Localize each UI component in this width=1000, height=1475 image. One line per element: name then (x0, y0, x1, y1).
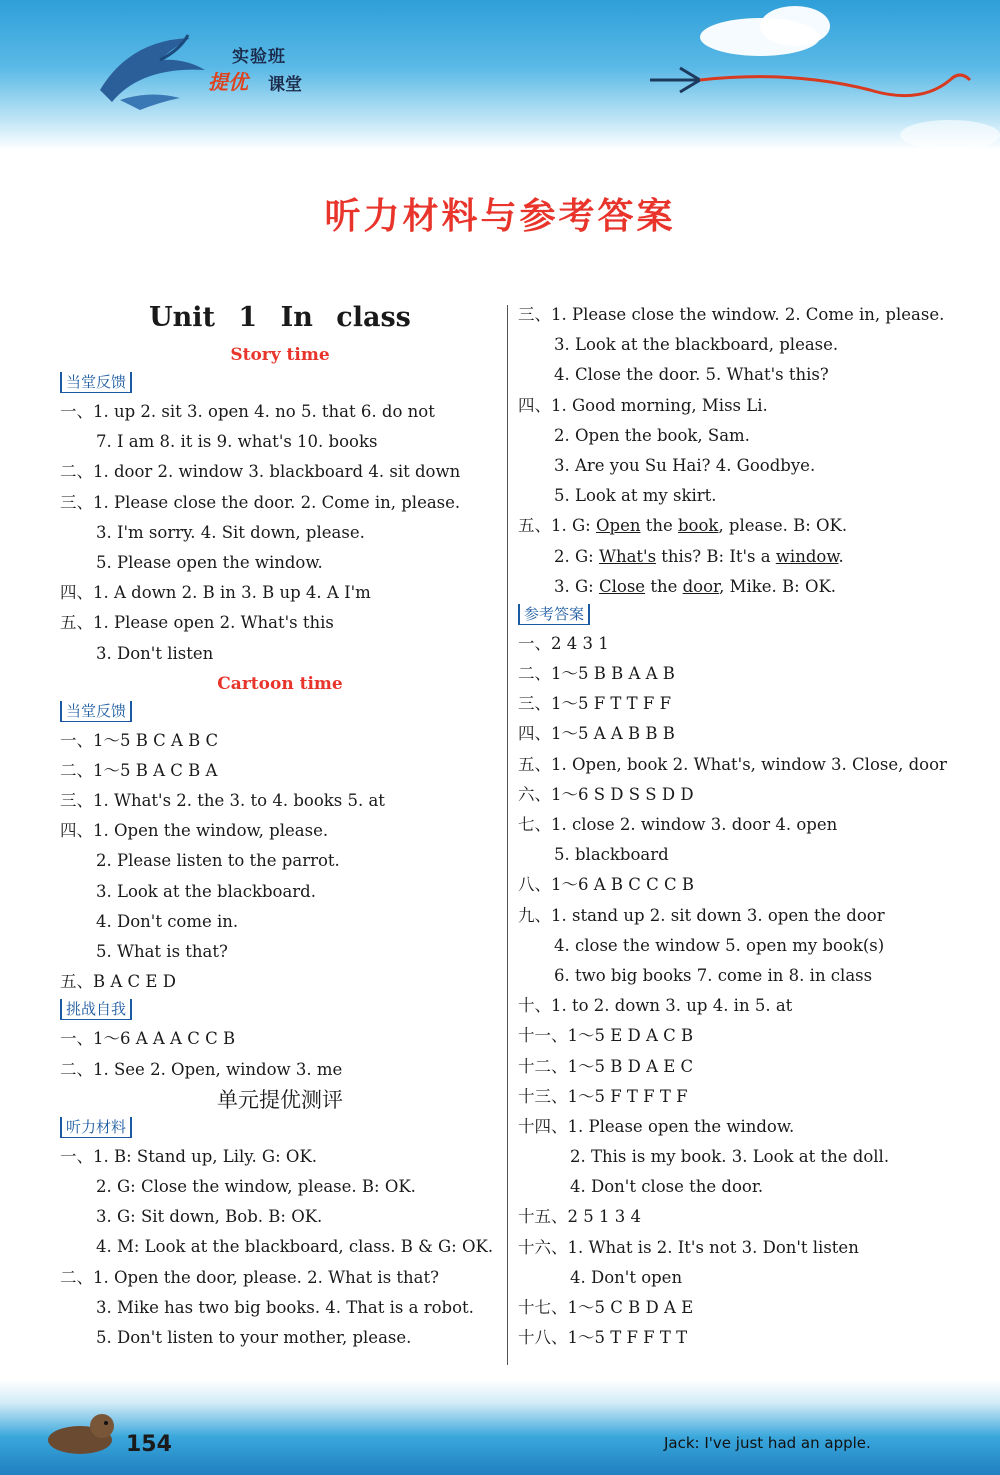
dialogue-line (518, 511, 968, 541)
answer-line: 二、1. Open the door, please. 2. What is that? (60, 1267, 439, 1287)
dialogue-text: . (838, 546, 844, 566)
brand-line1: 实验班 (232, 47, 286, 67)
answer-line: 二、1～5 B B A A B (518, 664, 675, 684)
answer-line: 5. What is that? (96, 942, 228, 961)
answer-line: 一、1～5 B C A B C (60, 730, 219, 750)
answer-line: 5. Don't listen to your mother, please. (96, 1327, 412, 1347)
answer-line: 2. G: Close the window, please. B: OK. (96, 1176, 416, 1196)
answer-line: 4. Don't come in. (96, 911, 239, 931)
brand-line2: 提优 (208, 70, 248, 94)
section-cartoon-time: Cartoon time (217, 673, 343, 694)
answer-line: 4. close the window 5. open my book(s) (554, 935, 885, 955)
answer-line: 一、1～6 A A A C C B (60, 1029, 236, 1049)
anchor-wave-icon (640, 50, 990, 110)
answer-line: 一、1. up 2. sit 3. open 4. no 5. that 6. do not (60, 402, 435, 421)
answer-line: 三、1～5 F T T F F (518, 694, 672, 714)
answer-line: 七、1. close 2. window 3. door 4. open (518, 815, 838, 834)
answer-line: 五、1. Open, book 2. What's, window 3. Close, door (518, 754, 947, 774)
answer-line: 3. Are you Su Hai? 4. Goodbye. (554, 455, 816, 475)
tag-listening: 听力材料 (60, 1117, 132, 1138)
answer-line: 十七、1～5 C B D A E (518, 1298, 694, 1317)
right-column (518, 300, 968, 1353)
answer-line: 7. I am 8. it is 9. what's 10. books (96, 432, 378, 452)
answer-line: 五、B A C E D (60, 972, 176, 992)
brand-logo (208, 42, 348, 95)
dialogue-text: the (650, 576, 678, 596)
answer-line: 五、1. Please open 2. What's this (60, 613, 334, 633)
answer-line: 三、1. What's 2. the 3. to 4. books 5. at (60, 791, 385, 811)
answer-line: 3. Don't listen (96, 643, 214, 663)
section-story-time: Story time (230, 345, 330, 365)
answer-line: 一、2 4 3 1 (518, 633, 609, 653)
answer-line: 四、1. Open the window, please. (60, 821, 329, 841)
answer-line: 4. M: Look at the blackboard, class. B & G: OK. (96, 1237, 494, 1257)
answer-line: 3. Look at the blackboard, please. (554, 335, 839, 355)
dialogue-prefix: 2. G: (554, 546, 594, 566)
tag-challenge: 挑战自我 (60, 999, 132, 1020)
answer-line: 二、1～5 B A C B A (60, 760, 218, 780)
answer-line: 3. Look at the blackboard. (96, 881, 316, 901)
left-column (60, 300, 500, 1353)
underlined-word: What's (598, 546, 657, 566)
answer-line: 四、1～5 A A B B B (518, 724, 675, 744)
dialogue-prefix: 五、1. G: (518, 516, 591, 536)
answer-line: 三、1. Please close the door. 2. Come in, please. (60, 492, 461, 512)
tag-feedback: 当堂反馈 (60, 701, 132, 722)
answer-line: 十、1. to 2. down 3. up 4. in 5. at (518, 996, 793, 1016)
answer-line: 2. This is my book. 3. Look at the doll. (570, 1147, 890, 1167)
seal-mascot-icon (40, 1400, 120, 1460)
dialogue-text: , Mike. B: OK. (719, 576, 837, 596)
answer-line: 二、1. See 2. Open, window 3. me (60, 1059, 343, 1079)
answer-line: 6. two big books 7. come in 8. in class (554, 965, 873, 985)
underlined-word: Close (598, 576, 646, 596)
answer-line: 4. Don't close the door. (570, 1177, 764, 1197)
answer-line: 四、1. Good morning, Miss Li. (518, 395, 768, 415)
cloud-decoration (760, 6, 830, 46)
answer-line: 十一、1～5 E D A C B (518, 1026, 694, 1046)
answer-line: 3. G: Sit down, Bob. B: OK. (96, 1207, 323, 1227)
unit-title: Unit 1 In class (149, 302, 411, 333)
answer-line: 4. Close the door. 5. What's this? (554, 365, 829, 385)
answer-line: 5. blackboard (554, 845, 669, 865)
answer-line: 四、1. A down 2. B in 3. B up 4. A I'm (60, 583, 371, 603)
column-divider (507, 305, 508, 1365)
answer-line: 十五、2 5 1 3 4 (518, 1207, 641, 1227)
answer-line: 十八、1～5 T F F T T (518, 1328, 688, 1348)
underlined-word: window (775, 546, 839, 566)
underlined-word: door (682, 576, 720, 596)
cloud-decoration (900, 120, 1000, 150)
answer-line: 三、1. Please close the window. 2. Come in, please. (518, 305, 945, 324)
answer-line: 六、1～6 S D S S D D (518, 784, 694, 804)
answer-line: 八、1～6 A B C C C B (518, 875, 695, 895)
answer-line: 2. Open the book, Sam. (554, 425, 750, 445)
tag-answers: 参考答案 (518, 604, 590, 625)
dialogue-text: the (645, 516, 673, 536)
page-number: 154 (126, 1432, 172, 1457)
underlined-word: book (678, 516, 719, 536)
answer-line: 十二、1～5 B D A E C (518, 1056, 694, 1076)
dialogue-line (518, 542, 968, 572)
answer-line: 十六、1. What is 2. It's not 3. Don't listen (518, 1237, 859, 1257)
underlined-word: Open (595, 516, 641, 536)
dialogue-line (518, 572, 968, 602)
answer-line: 十三、1～5 F T F T F (518, 1086, 688, 1106)
dialogue-text: , please. B: OK. (718, 516, 848, 536)
tag-feedback: 当堂反馈 (60, 372, 132, 393)
section-unit-test: 单元提优测评 (217, 1087, 343, 1112)
page-title: 听力材料与参考答案 (324, 196, 676, 237)
answer-line: 2. Please listen to the parrot. (96, 851, 340, 871)
brand-line3: 课堂 (268, 75, 302, 95)
answer-line: 二、1. door 2. window 3. blackboard 4. sit down (60, 462, 461, 482)
answer-line: 3. Mike has two big books. 4. That is a robot. (96, 1297, 474, 1317)
footer-quote: Jack: I've just had an apple. (664, 1434, 871, 1452)
dialogue-prefix: 3. G: (554, 576, 594, 596)
answer-line: 3. I'm sorry. 4. Sit down, please. (96, 522, 365, 542)
answer-line: 九、1. stand up 2. sit down 3. open the door (518, 905, 885, 925)
footer-banner (0, 1380, 1000, 1475)
answer-line: 5. Look at my skirt. (554, 486, 717, 506)
dialogue-text: this? B: It's a (661, 546, 771, 566)
dolphin-icon (90, 20, 220, 110)
answer-line: 5. Please open the window. (96, 552, 323, 572)
answer-line: 十四、1. Please open the window. (518, 1116, 795, 1136)
answer-line: 一、1. B: Stand up, Lily. G: OK. (60, 1146, 318, 1166)
answer-line: 4. Don't open (570, 1267, 683, 1287)
